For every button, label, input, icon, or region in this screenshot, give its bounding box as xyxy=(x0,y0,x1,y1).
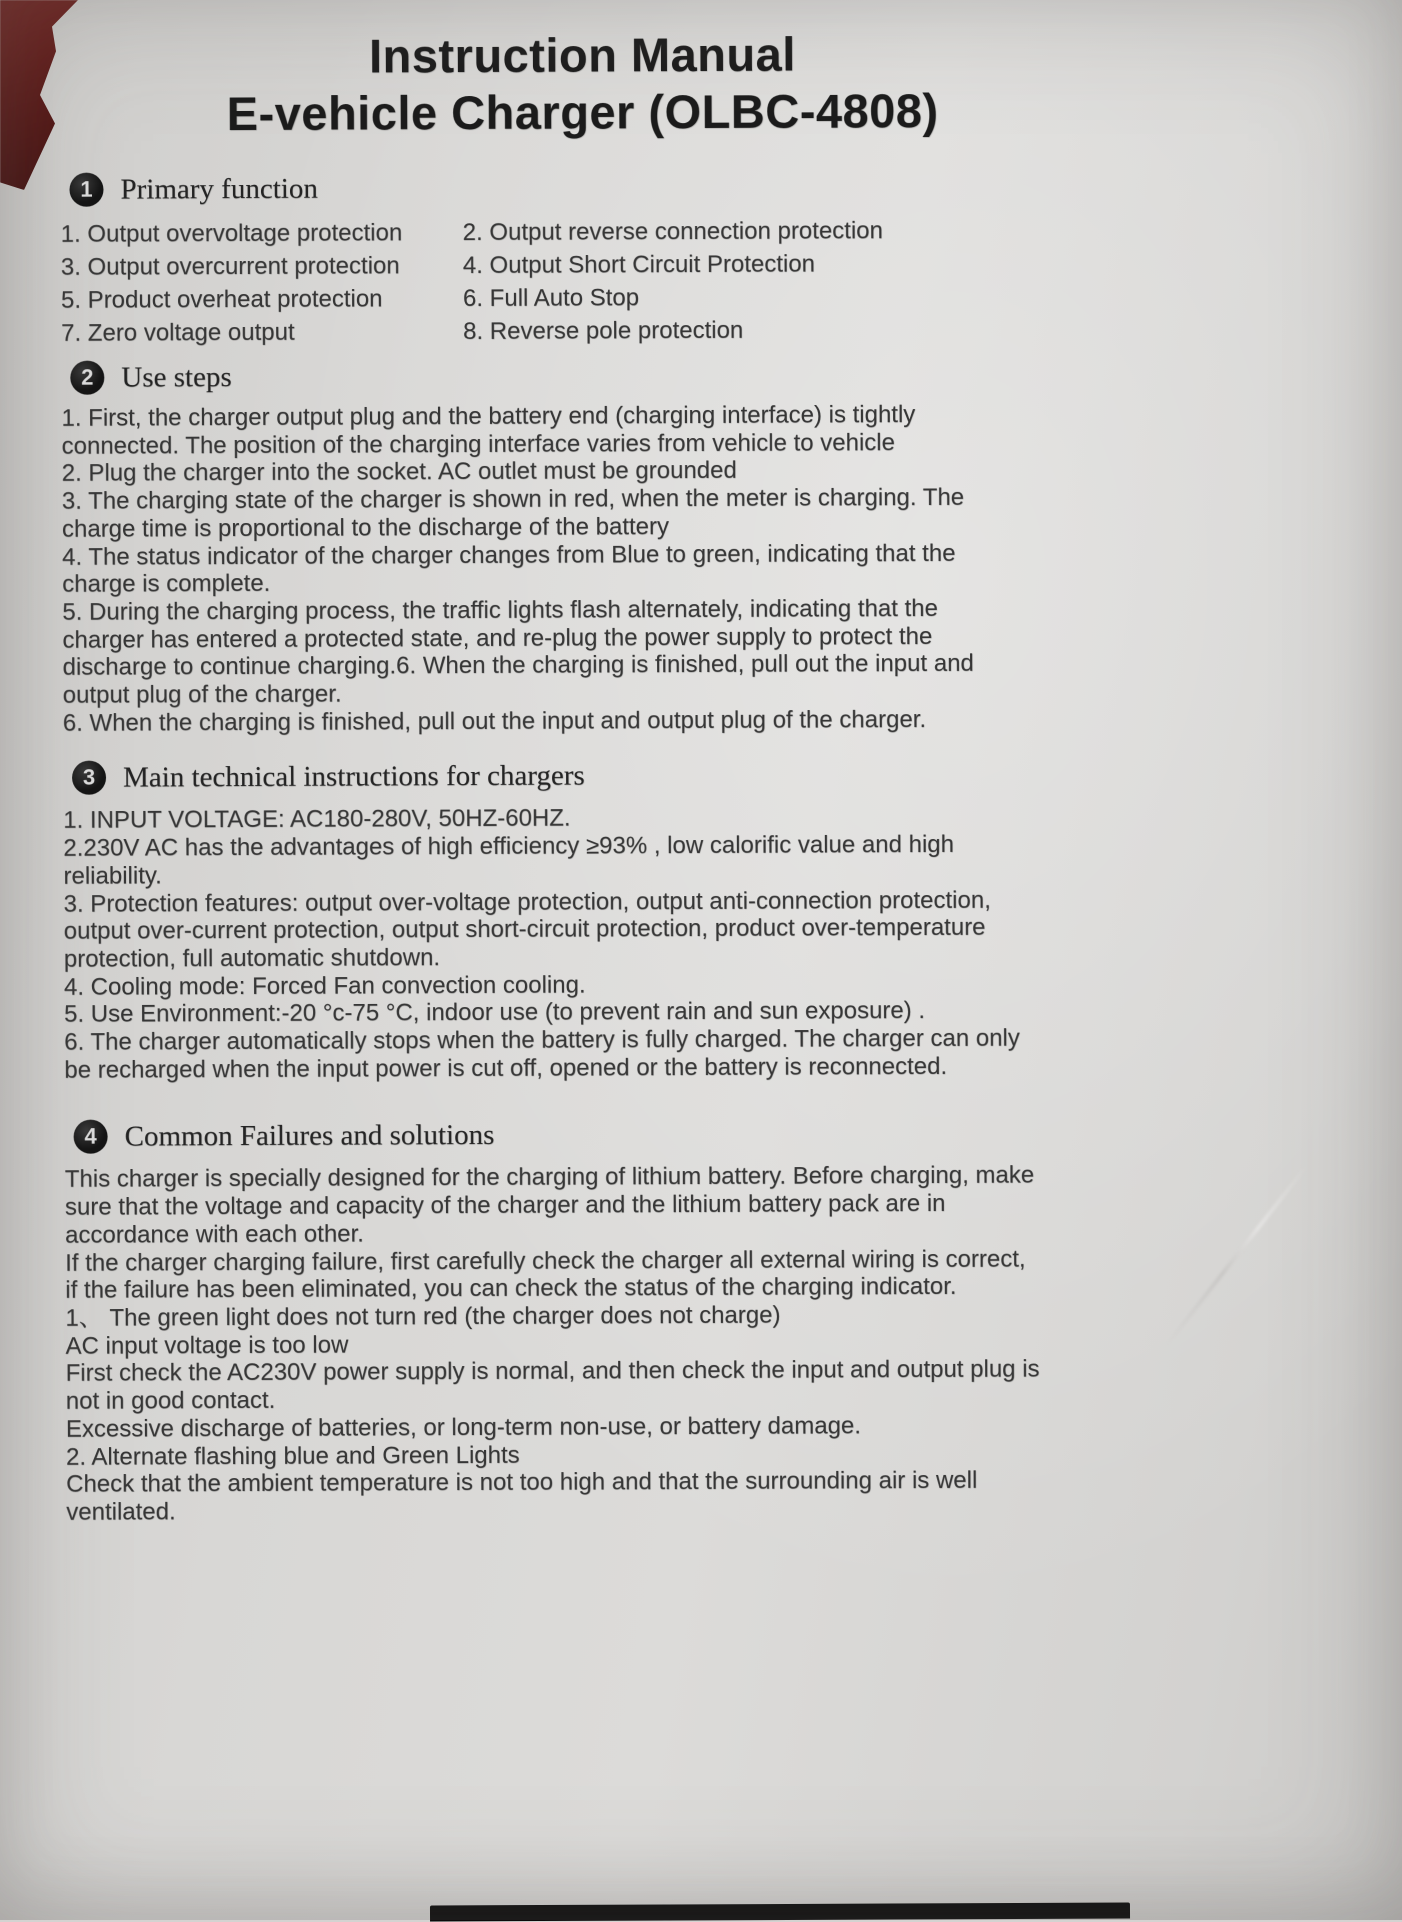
function-item: 3. Output overcurrent protection xyxy=(60,252,400,281)
text-line: 1. First, the charger output plug and the battery end (charging interface) is tightly xyxy=(61,401,916,432)
text-line: 5. Use Environment:-20 °c-75 °C, indoor use (to prevent rain and sun exposure) . xyxy=(64,997,926,1029)
section-3-header xyxy=(72,755,1402,795)
text-line: charger has entered a protected state, and re-plug the power supply to protect the xyxy=(62,622,933,654)
section-1-heading: Primary function xyxy=(120,172,318,206)
function-item: 2. Output reverse connection protection xyxy=(462,217,883,247)
common-failures-paragraph xyxy=(65,1160,1402,1526)
manual-title-line1: Instruction Manual xyxy=(368,27,796,83)
section-1-header xyxy=(69,167,1399,207)
text-line: sure that the voltage and capacity of the charger and the lithium battery pack are in xyxy=(64,1190,946,1221)
text-line: connected. The position of the charging interface varies from vehicle to vehicle xyxy=(61,428,896,460)
text-line: 2.230V AC has the advantages of high efficiency ≥93% , low calorific value and high xyxy=(63,831,955,862)
text-line: 3. The charging state of the charger is shown in red, when the meter is charging. The xyxy=(61,483,965,515)
section-3-number-badge: 3 xyxy=(72,761,106,795)
text-line: 6. When the charging is finished, pull out the input and output plug of the charger. xyxy=(62,705,927,737)
manual-title xyxy=(60,24,1105,143)
text-line: AC input voltage is too low xyxy=(65,1331,349,1360)
section-2-header xyxy=(70,355,1400,395)
technical-instructions-paragraph xyxy=(63,801,1402,1084)
text-line: be recharged when the input power is cut off, opened or the battery is reconnected. xyxy=(64,1052,948,1084)
section-4-header xyxy=(74,1114,1402,1154)
text-line: 4. The status indicator of the charger changes from Blue to green, indicating that the xyxy=(62,539,956,571)
function-item: 8. Reverse pole protection xyxy=(463,316,744,346)
primary-function-list xyxy=(61,215,1401,347)
text-line: 3. Protection features: output over-voltage protection, output anti-connection protection, xyxy=(63,886,991,918)
text-line: charge time is proportional to the discharge of the battery xyxy=(61,512,670,543)
text-line: 5. During the charging process, the traffic lights flash alternately, indicating that the xyxy=(62,594,939,626)
section-2-number-badge: 2 xyxy=(70,361,104,395)
section-4-number-badge: 4 xyxy=(74,1120,108,1154)
text-line: reliability. xyxy=(63,862,162,890)
function-item: 5. Product overheat protection xyxy=(60,285,383,314)
function-item: 1. Output overvoltage protection xyxy=(60,219,403,248)
text-line: This charger is specially designed for the charging of lithium battery. Before charging, make xyxy=(64,1162,1035,1194)
text-line: First check the AC230V power supply is normal, and then check the input and output plug is xyxy=(65,1355,1040,1388)
section-2-heading: Use steps xyxy=(121,360,232,394)
manual-title-line2: E-vehicle Charger (OLBC-4808) xyxy=(226,83,939,141)
text-line: Excessive discharge of batteries, or long-term non-use, or battery damage. xyxy=(65,1412,862,1443)
text-line: 6. The charger automatically stops when the battery is fully charged. The charger can only xyxy=(64,1024,1020,1056)
text-line: protection, full automatic shutdown. xyxy=(63,944,441,973)
function-item: 7. Zero voltage output xyxy=(61,318,295,347)
text-line: charge is complete. xyxy=(62,570,271,599)
text-line: 2. Plug the charger into the socket. AC outlet must be grounded xyxy=(61,457,737,488)
text-line: not in good contact. xyxy=(65,1386,276,1415)
text-line: ventilated. xyxy=(66,1498,176,1526)
use-steps-paragraph xyxy=(61,399,1401,737)
text-line: if the failure has been eliminated, you can check the status of the charging indicator. xyxy=(65,1273,957,1305)
text-line: 1. INPUT VOLTAGE: AC180-280V, 50HZ-60HZ. xyxy=(63,805,571,835)
text-line: discharge to continue charging.6. When the charging is finished, pull out the input and xyxy=(62,650,974,682)
text-line: 2. Alternate flashing blue and Green Lights xyxy=(65,1441,520,1471)
text-line: 1、 The green light does not turn red (the charger does not charge) xyxy=(65,1301,781,1332)
text-line: Check that the ambient temperature is not too high and that the surrounding air is well xyxy=(66,1467,978,1498)
text-line: output plug of the charger. xyxy=(62,680,342,709)
section-3-heading: Main technical instructions for chargers xyxy=(122,759,585,794)
photo-bottom-bar-artifact xyxy=(430,1902,1130,1921)
function-item: 6. Full Auto Stop xyxy=(462,284,640,313)
text-line: 4. Cooling mode: Forced Fan convection cooling. xyxy=(63,971,586,1001)
text-line: accordance with each other. xyxy=(65,1220,364,1249)
text-line: output over-current protection, output short-circuit protection, product over-temperature xyxy=(63,914,986,946)
section-1-number-badge: 1 xyxy=(69,173,103,207)
section-4-heading: Common Failures and solutions xyxy=(124,1118,495,1153)
function-item: 4. Output Short Circuit Protection xyxy=(462,250,816,280)
text-line: If the charger charging failure, first carefully check the charger all external wiring is correct, xyxy=(65,1245,1026,1277)
